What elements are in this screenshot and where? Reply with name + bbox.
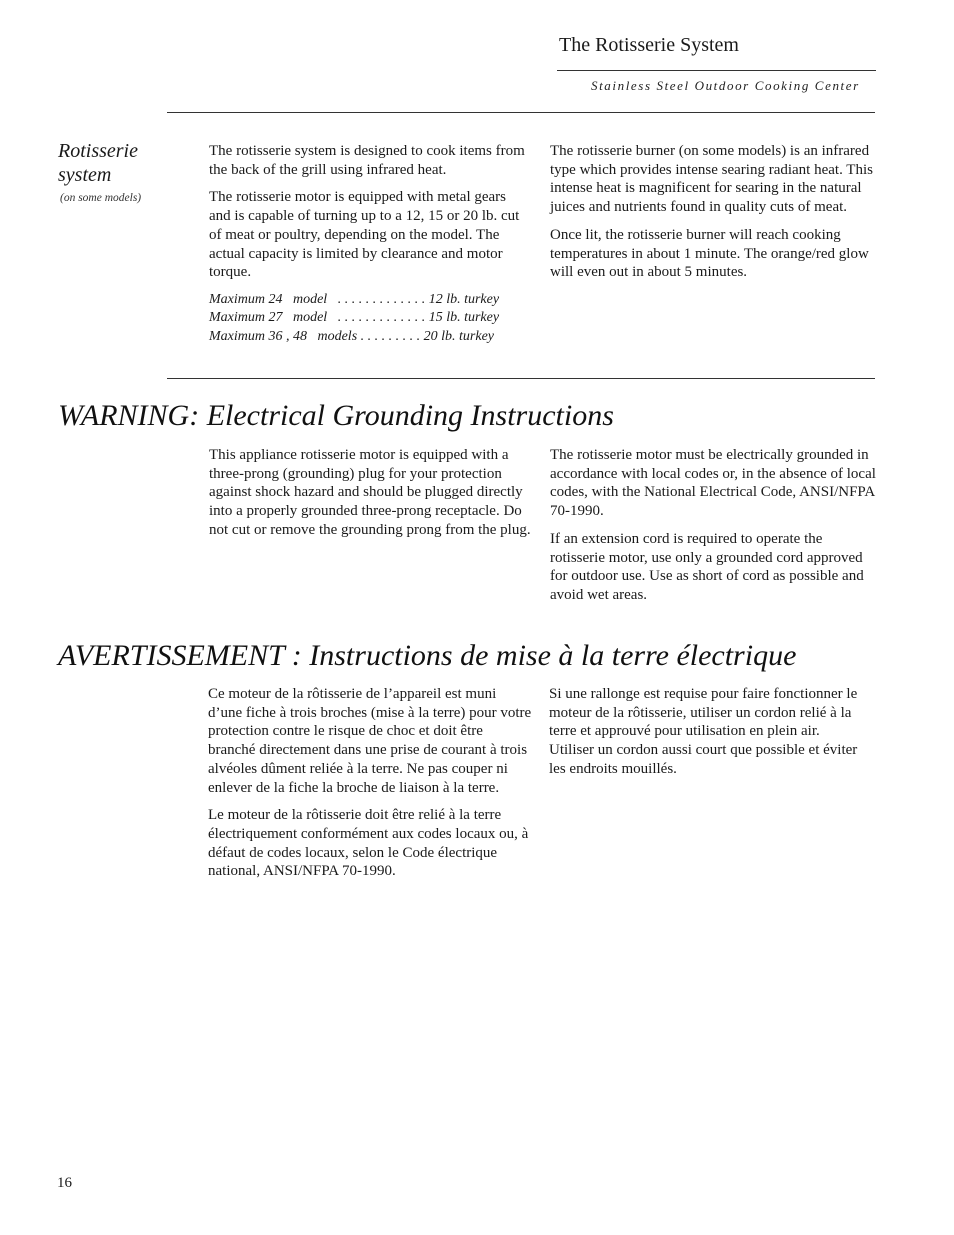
avertissement-right-column <box>549 685 867 788</box>
paragraph: Ce moteur de la rôtisserie de l’appareil est muni d’une fiche à trois broches (mise à la terre) pour votre protection contre le risque de choc et doit être branché directement dans une prise de courant à trois alvéoles dûment reliée à la terre. Ne pas couper ni enlever de la fiche la broche de liaison à la terre. <box>208 686 532 796</box>
section-title: The Rotisserie System <box>559 34 739 56</box>
warning-heading: WARNING: Electrical Grounding Instructions <box>58 399 614 432</box>
capacity-row: Maximum 24 model . . . . . . . . . . . . . 12 lb. turkey <box>209 291 500 307</box>
capacity-row: Maximum 27 model . . . . . . . . . . . . . 15 lb. turkey <box>209 310 500 326</box>
section-divider <box>167 378 875 379</box>
rotisserie-heading: Rotisserie system <box>58 140 138 186</box>
header-divider <box>557 70 876 71</box>
section-subtitle: Stainless Steel Outdoor Cooking Center <box>591 78 860 93</box>
rotisserie-right-column <box>550 142 876 291</box>
paragraph: Si une rallonge est requise pour faire fonctionner le moteur de la rôtisserie, utiliser un cordon relié à la terre et approuvé pour utilisation en plein air. Utiliser un cordon aussi court que possible et éviter les endroits mouillés. <box>549 686 858 777</box>
paragraph: The rotisserie motor must be electrically grounded in accordance with local codes or, in the absence of local codes, with the National Electrical Code, ANSI/NFPA 70-1990. <box>550 447 876 520</box>
paragraph: If an extension cord is required to operate the rotisserie motor, use only a grounded cord approved for outdoor use. Use as short of cord as possible and avoid wet areas. <box>550 530 864 603</box>
capacity-list <box>209 291 531 347</box>
rotisserie-left-column <box>209 142 531 346</box>
paragraph: Once lit, the rotisserie burner will reach cooking temperatures in about 1 minute. The orange/red glow will even out in about 5 minutes. <box>550 226 869 281</box>
capacity-row: Maximum 36 , 48 models . . . . . . . . . 20 lb. turkey <box>209 328 495 344</box>
paragraph: The rotisserie system is designed to cook items from the back of the grill using infrared heat. <box>209 143 525 178</box>
avertissement-left-column <box>208 685 532 890</box>
paragraph: The rotisserie burner (on some models) is an infrared type which provides intense searing radiant heat. This intense heat is magnificent for searing in the natural juices and nutrients found in quality cuts of meat. <box>550 143 873 216</box>
avertissement-heading: AVERTISSEMENT : Instructions de mise à la terre électrique <box>58 639 797 672</box>
paragraph: Le moteur de la rôtisserie doit être relié à la terre électriquement conformément aux codes locaux ou, à défaut de codes locaux, selon le Code électrique national, ANSI/NFPA 70-1990. <box>208 807 529 880</box>
warning-right-column <box>550 446 876 614</box>
top-divider <box>167 112 875 113</box>
rotisserie-note: (on some models) <box>60 192 142 204</box>
warning-left-column <box>209 446 531 549</box>
page-number: 16 <box>57 1175 72 1191</box>
paragraph: This appliance rotisserie motor is equipped with a three-prong (grounding) plug for your protection against shock hazard and should be plugged directly into a properly grounded three-prong receptacle. Do not cut or remove the grounding prong from the plug. <box>209 447 531 538</box>
paragraph: The rotisserie motor is equipped with metal gears and is capable of turning up to a 12, 15 or 20 lb. cut of meat or poultry, depending on the model. The actual capacity is limited by clearance and motor torque. <box>209 189 520 281</box>
